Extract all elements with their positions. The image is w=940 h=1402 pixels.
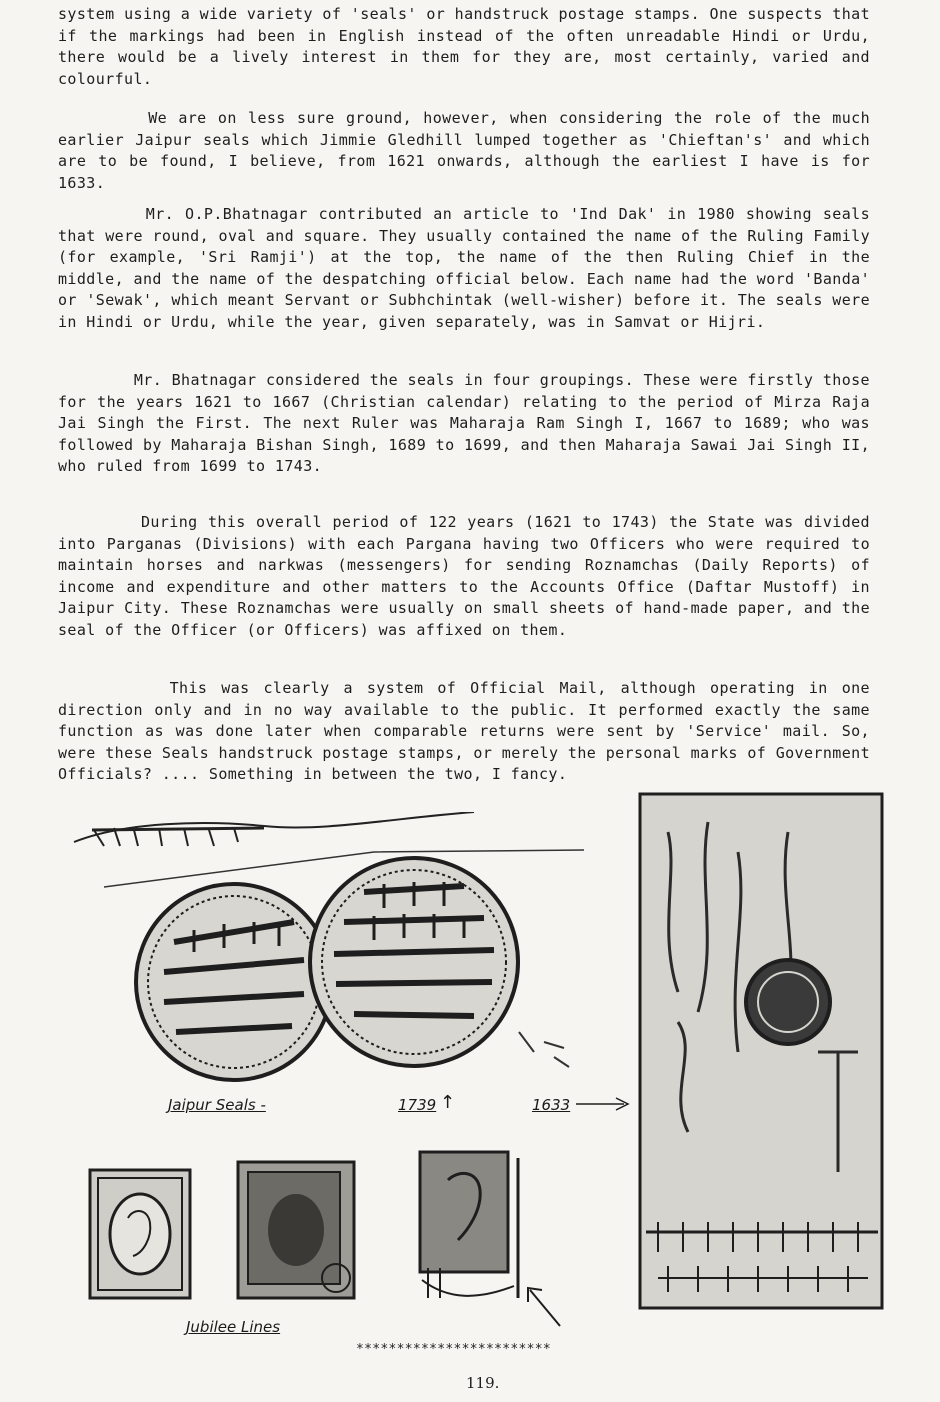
paragraph-2: We are on less sure ground, however, when considering the role of the much earlier Jaipur seals which Jimmie Gledhill lumped together as 'Chieftan's' and which are to be found, I believe, from 1621 onwards, although the earliest I have is for 1633. <box>58 109 880 192</box>
paragraph-3: Mr. O.P.Bhatnagar contributed an article to 'Ind Dak' in 1980 showing seals that were round, oval and square. They usually contained the name of the Ruling Family (for example, 'Sri Ramji') at the top, the name of the then Ruling Chief in the middle, and the name of the despatching official below. Each name had the word 'Banda' or 'Sewak', which meant Servant or Subhchintak (well-wisher) before it. The seals were in Hindi or Urdu, while the year, given separately, was in Samvat or Hijri. <box>58 205 880 331</box>
paragraph-5: During this overall period of 122 years (1621 to 1743) the State was divided into Parganas (Divisions) with each Pargana having two Officers who were required to maintain horses and narkwas (messengers) for sending Roznamchas (Daily Reports) of income and expenditure and other matters to the Accounts Office (Daftar Mustoff) in Jaipur City. These Roznamchas were usually on small sheets of hand-made paper, and the seal of the Officer (or Officers) was affixed on them. <box>58 513 880 639</box>
arrow-right-icon <box>576 1096 630 1112</box>
page-number: 119. <box>466 1374 500 1392</box>
paragraph-6: This was clearly a system of Official Mail, although operating in one direction only and in no way available to the public. It performed exactly the same function as was done later when comparable returns were sent by 'Service' mail. So, were these Seals handstruck postage stamps, or merely the personal marks of Government Officials? .... Something in between the two, I fancy. <box>58 679 880 783</box>
jubilee-stamp-2-image <box>236 1160 356 1300</box>
caption-year-1739: 1739 <box>398 1096 437 1114</box>
caption-jubilee-lines: Jubilee Lines <box>186 1318 281 1336</box>
jubilee-stamp-1-image <box>88 1168 192 1300</box>
paragraph-1: system using a wide variety of 'seals' or handstruck postage stamps. One suspects that if the markings had been in English instead of the often unreadable Hindi or Urdu, there would be a lively interest in them for they are, most certainly, varied and colourful. <box>58 5 880 88</box>
arrow-up-icon: ↑ <box>440 1092 456 1113</box>
caption-year-1633: 1633 <box>532 1096 571 1114</box>
jubilee-stamp-3-image <box>418 1150 528 1300</box>
paragraph-4: Mr. Bhatnagar considered the seals in four groupings. These were firstly those for the years 1621 to 1667 (Christian calendar) relating to the period of Mirza Raja Jai Singh the First. The next Ruler was Maharaja Ram Singh I, 1667 to 1689; who was followed by Maharaja Bishan Singh, 1689 to 1699, and then Maharaja Sawai Jai Singh II, who ruled from 1699 to 1743. <box>58 371 880 475</box>
jaipur-round-seals-image <box>64 812 604 1102</box>
caption-jaipur-seals: Jaipur Seals - <box>168 1096 266 1114</box>
section-separator: ************************ <box>356 1342 552 1357</box>
arrow-up-left-icon <box>524 1284 564 1330</box>
document-1633-image <box>638 792 884 1312</box>
